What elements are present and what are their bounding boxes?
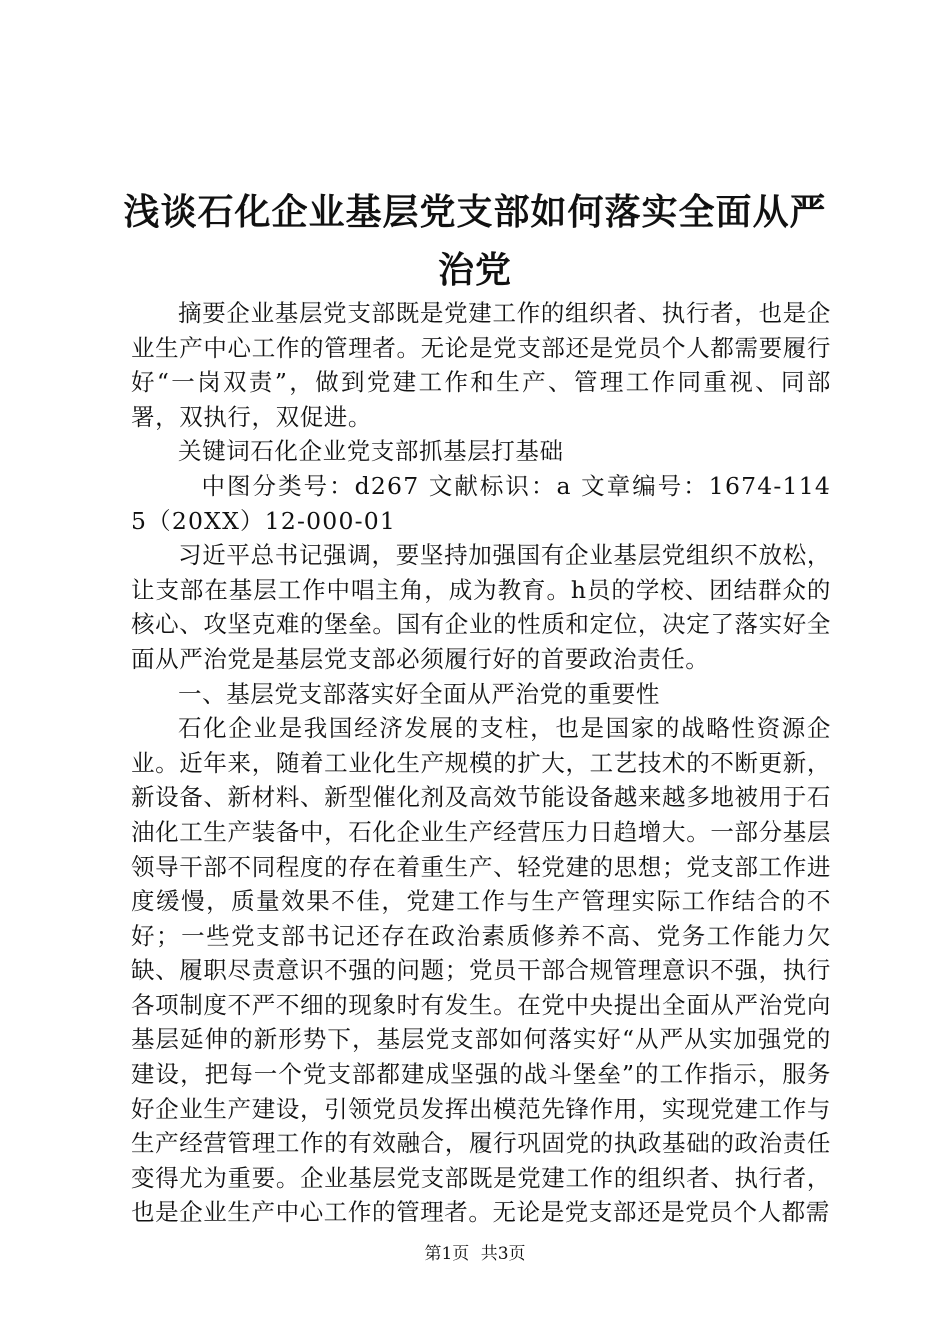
page-number: 第1页 xyxy=(424,1244,470,1264)
section-heading: 一、基层党支部落实好全面从严治党的重要性 xyxy=(178,679,660,708)
document-title: 浅谈石化企业基层党支部如何落实全面从严治党 xyxy=(123,191,827,291)
body-paragraph: 石化企业是我国经济发展的支柱，也是国家的战略性资源企业。近年来，随着工业化生产规模的扩大，工艺技术的不断更新，新设备、新材料、新型催化剂及高效节能设备越来越多地被用于石油化工生产装备中，石化企业生产经营压力日趋增大。一部分基层领导干部不同程度的存在着重生产、轻党建的思想；党支部工作进度缓慢，质量效果不佳，党建工作与生产管理实际工作结合的不好；一些党支部书记还存在政治素质修养不高、党务工作能力欠缺、履职尽责意识不强的问题；党员干部合规管理意识不强，执行各项制度不严不细的现象时有发生。在党中央提出全面从严治党向基层延伸的新形势下，基层党支部如何落实好“从严从实加强党的建设，把每一个党支部都建成坚强的战斗堡垒”的工作指示，服务好企业生产建设，引领党员发挥出模范先锋作用，实现党建工作与生产经营管理工作的有效融合，履行巩固党的执政基础的政治责任变得尤为重要。企业基层党支部既是党建工作的组织者、执行者，也是企业生产中心工作的管理者。无论是党支部还是党员个人都需 xyxy=(131,714,831,1227)
document-body xyxy=(131,296,831,1230)
keywords-paragraph: 关键词石化企业党支部抓基层打基础 xyxy=(178,437,564,466)
page-total: 共3页 xyxy=(480,1244,526,1264)
page-footer xyxy=(0,1243,950,1265)
classification-paragraph: 中图分类号：d267 文献标识：a 文章编号：1674-1145（20XX）12-000-01 xyxy=(131,471,831,535)
abstract-paragraph: 摘要企业基层党支部既是党建工作的组织者、执行者，也是企业生产中心工作的管理者。无论是党支部还是党员个人都需要履行好“一岗双责”，做到党建工作和生产、管理工作同重视、同部署，双执行，双促进。 xyxy=(131,299,831,431)
body-paragraph: 习近平总书记强调，要坚持加强国有企业基层党组织不放松，让支部在基层工作中唱主角，成为教育。h员的学校、团结群众的核心、攻坚克难的堡垒。国有企业的性质和定位，决定了落实好全面从严治党是基层党支部必须履行好的首要政治责任。 xyxy=(131,541,831,673)
